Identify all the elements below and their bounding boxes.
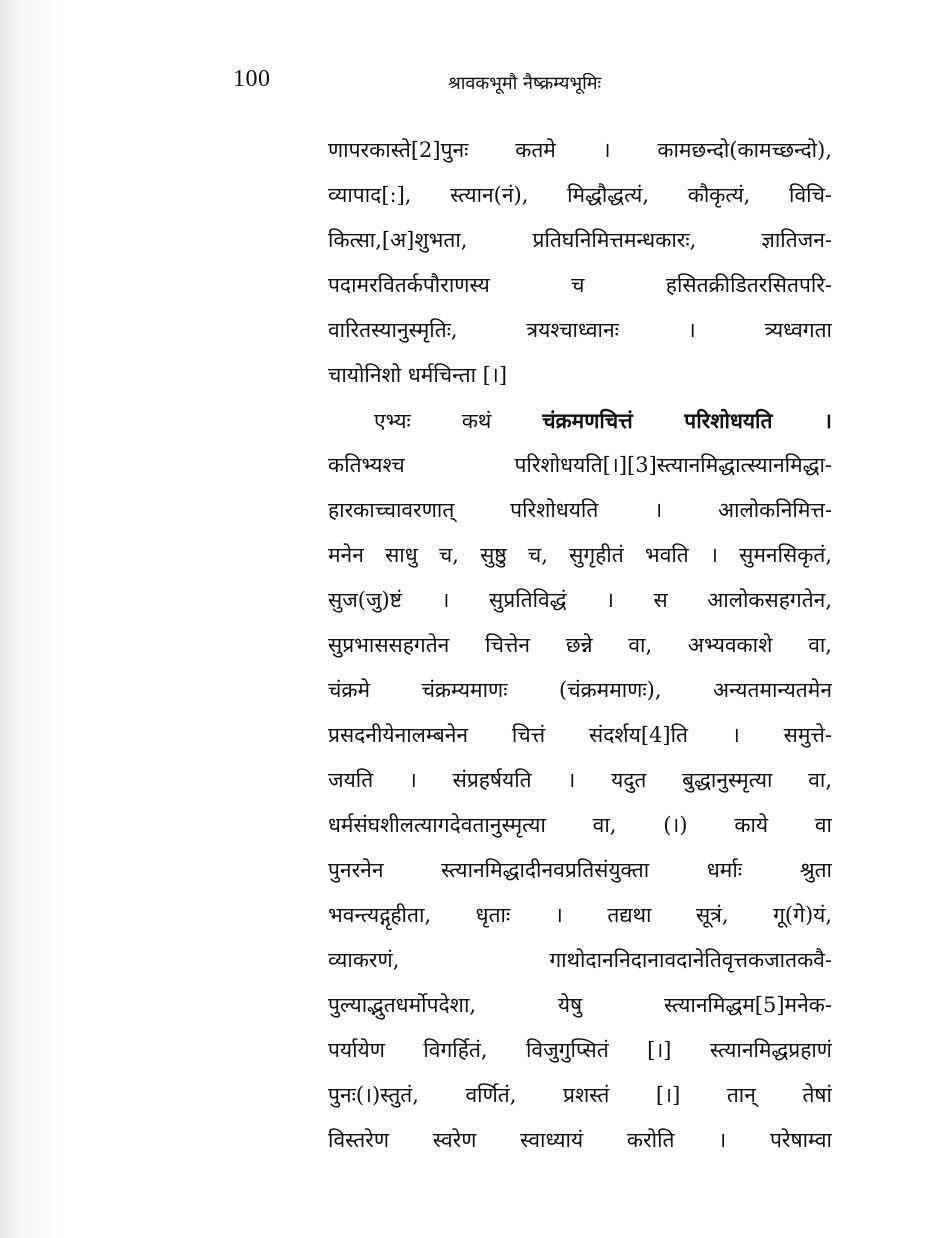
- text-line-20: पुल्याद्भुतधर्मोपदेशा, येषु स्त्यानमिद्धम[5]मनेक-: [328, 993, 832, 1017]
- text-line-22: पुनः(।)स्तुतं, वर्णितं, प्रशस्तं [।] तान् तेषां: [328, 1083, 832, 1107]
- running-head: श्रावकभूमौ नैष्क्रम्यभूमिः: [448, 73, 602, 94]
- page-number: 100: [233, 66, 271, 92]
- text-line-2: व्यापाद[:], स्त्यान(नं), मिद्धौद्धत्यं, कौकृत्यं, विचि-: [328, 183, 832, 207]
- text-line-12: सुप्रभाससहगतेन चित्तेन छन्ने वा, अभ्यवकाशे वा,: [328, 633, 832, 657]
- text-line-15: जयति । संप्रहर्षयति । यदुत बुद्धानुस्मृत्या वा,: [328, 768, 832, 792]
- text-line-6: चायोनिशो धर्मचिन्ता [।]: [328, 363, 508, 387]
- heading-bold-text: चंक्रमणचित्तं परिशोधयति ।: [542, 408, 832, 433]
- text-line-9: हारकाच्चावरणात् परिशोधयति । आलोकनिमित्त-: [328, 498, 832, 522]
- heading-lead-text: एभ्यः कथं: [374, 409, 543, 433]
- text-line-10: मनेन साधु च, सुष्ठु च, सुगृहीतं भवति । सुमनसिकृतं,: [328, 543, 832, 567]
- text-line-18: भवन्त्यद्गृहीता, धृताः । तद्यथा सूत्रं, गू(गे)यं,: [328, 903, 832, 927]
- text-line-17: पुनरनेन स्त्यानमिद्धादीनवप्रतिसंयुक्ता धर्माः श्रुता: [328, 858, 832, 882]
- text-line-5: वारितस्यानुस्मृतिः, त्रयश्चाध्वानः । त्र्यध्वगता: [328, 318, 832, 342]
- text-line-21: पर्यायेण विगर्हितं, विजुगुप्सितं [।] स्त्यानमिद्धप्रहाणं: [328, 1038, 832, 1062]
- text-line-16: धर्मसंघशीलत्यागदेवतानुस्मृत्या वा, (।) काये वा: [328, 813, 832, 837]
- text-line-19: व्याकरणं, गाथोदाननिदानावदानेतिवृत्तकजातकवै-: [328, 948, 832, 972]
- text-line-23: विस्तरेण स्वरेण स्वाध्यायं करोति । परेषाम्वा: [328, 1128, 832, 1152]
- body-text: [328, 128, 832, 1163]
- text-line-4: पदामरवितर्कपौराणस्य च हसितक्रीडितरसितपरि-: [328, 273, 832, 297]
- text-line-8: कतिभ्यश्च परिशोधयति[।][3]स्त्यानमिद्धात्स्यानमिद्धा-: [328, 453, 832, 477]
- text-line-1: णापरकास्ते[2]पुनः कतमे । कामछन्दो(कामच्छन्दो),: [328, 138, 832, 162]
- text-line-11: सुज(जु)ष्टं । सुप्रतिविद्धं । स आलोकसहगतेन,: [328, 588, 832, 612]
- text-line-14: प्रसदनीयेनालम्बनेन चित्तं संदर्शय[4]ति । समुत्ते-: [328, 723, 832, 747]
- text-line-3: कित्सा,[अ]शुभता, प्रतिघनिमित्तमन्धकारः, ज्ञातिजन-: [328, 228, 832, 252]
- text-line-13: चंक्रमे चंक्रम्यमाणः (चंक्रममाणः), अन्यतमान्यतमेन: [328, 678, 832, 702]
- section-heading-line: [328, 398, 832, 443]
